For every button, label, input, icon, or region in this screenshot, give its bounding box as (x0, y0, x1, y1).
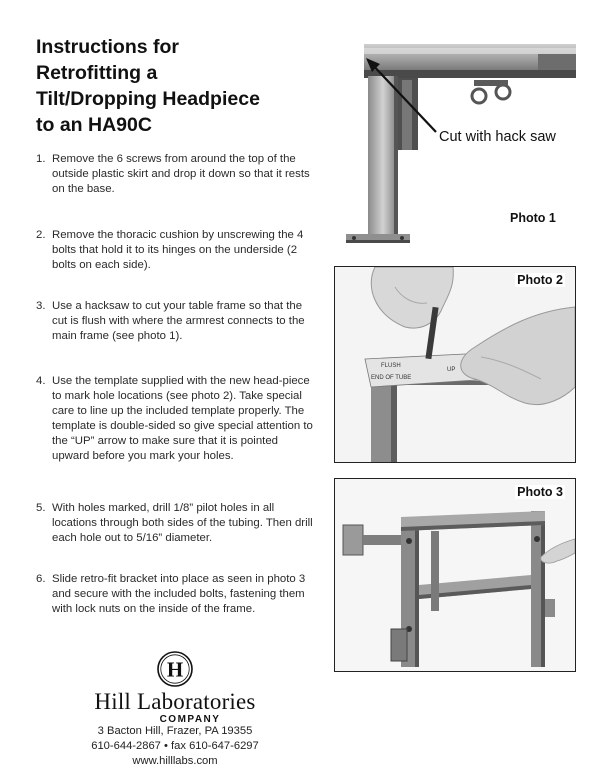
title-line-2: Retrofitting a (36, 62, 158, 84)
step-5 (36, 501, 318, 546)
step-2 (36, 228, 318, 273)
company-phone-fax: 610-644-2867 • fax 610-647-6297 (91, 740, 259, 752)
title-line-4: to an HA90C (36, 114, 152, 136)
photo-2 (334, 266, 576, 463)
step-text: Use a hacksaw to cut your table frame so that the cut is flush with where the armrest connects to the main frame (see photo 1). (52, 300, 305, 342)
company-logo (70, 650, 280, 726)
step-number: 1. (36, 153, 46, 165)
photo-2-label: Photo 2 (517, 273, 563, 287)
step-6 (36, 572, 318, 617)
template-flush-text: FLUSH (381, 363, 401, 369)
step-1 (36, 152, 318, 197)
title-line-3: Tilt/Dropping Headpiece (36, 88, 260, 110)
hill-logo-icon (156, 650, 194, 688)
company-suffix: COMPANY (159, 714, 221, 725)
step-number: 3. (36, 300, 46, 312)
company-address: 3 Bacton Hill, Frazer, PA 19355 (97, 725, 253, 737)
step-text: Remove the 6 screws from around the top of the outside plastic skirt and drop it down so that it rests on the base. (52, 153, 310, 195)
document-title (36, 34, 336, 138)
step-text: Remove the thoracic cushion by unscrewing the 4 bolts that hold it to its hinges on the underside (2 bolts on each side). (52, 229, 304, 271)
company-contact (70, 724, 280, 769)
logo-letter: H (166, 657, 184, 682)
step-number: 6. (36, 573, 46, 585)
step-number: 5. (36, 502, 46, 514)
company-name: Hill Laboratories (94, 689, 256, 714)
photo-3-label: Photo 3 (517, 485, 563, 499)
step-number: 2. (36, 229, 46, 241)
step-4 (36, 374, 318, 464)
template-up-text: UP (447, 367, 456, 373)
template-end-text: END OF TUBE (371, 375, 412, 381)
step-text: Use the template supplied with the new head-piece to mark hole locations (see photo 2). Take special care to line up the included template properly. The template is double-sided so give special attention to the “UP” arrow to make sure that it is pointed upward before you mark your holes. (52, 375, 313, 462)
photo-1-label: Photo 1 (510, 211, 556, 225)
photo-1-caption: Cut with hack saw (439, 129, 556, 145)
photo-2-image (335, 267, 575, 462)
step-3 (36, 299, 318, 344)
photo-3-image (335, 479, 575, 671)
photo-3 (334, 478, 576, 672)
company-website[interactable]: www.hilllabs.com (132, 755, 218, 767)
step-text: With holes marked, drill 1/8” pilot holes in all locations through both sides of the tubing. Then drill each hole out to 5/16” diameter. (52, 502, 313, 544)
title-line-1: Instructions for (36, 36, 180, 58)
step-text: Slide retro-fit bracket into place as seen in photo 3 and secure with the included bolts, fastening them with lock nuts on the inside of the frame. (52, 573, 306, 615)
step-number: 4. (36, 375, 46, 387)
